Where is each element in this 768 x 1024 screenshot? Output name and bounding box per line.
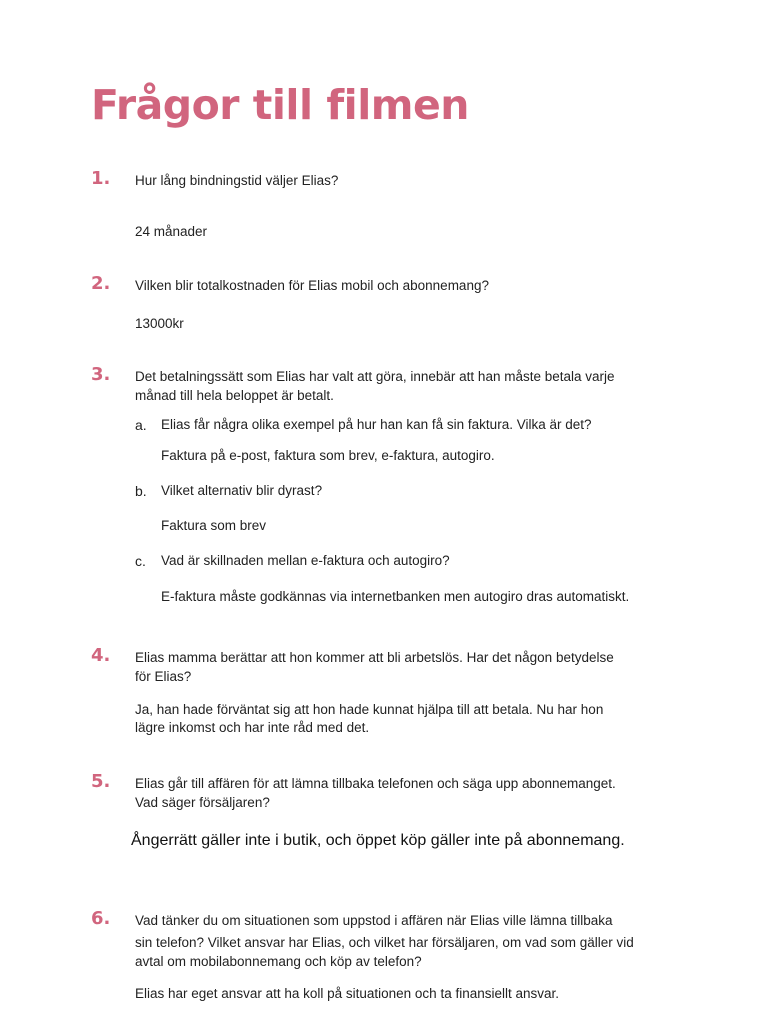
question-number-4: 4. [91,645,111,666]
answer-6-text: Elias har eget ansvar att ha koll på situationen och ta finansiellt ansvar. [135,986,560,1001]
question-2-text: Vilken blir totalkostnaden för Elias mobil och abonnemang? [135,278,489,293]
question-6-text-line-1: Vad tänker du om situationen som uppstod i affären när Elias ville lämna tillbaka [135,913,613,928]
question-6-text-line-3: avtal om mobilabonnemang och köp av telefon? [135,954,422,969]
answer-1-text: 24 månader [135,224,208,239]
subquestion-letter-b: b. [135,483,147,499]
question-5-text-line-1: Elias går till affären för att lämna tillbaka telefonen och säga upp abonnemanget. [135,776,616,791]
answer-5-text: Ångerrätt gäller inte i butik, och öppet köp gäller inte på abonnemang. [131,832,625,849]
subquestion-a-text: Elias får några olika exempel på hur han kan få sin faktura. Vilka är det? [161,417,592,432]
subquestion-b-text: Vilket alternativ blir dyrast? [161,483,323,498]
question-1-text: Hur lång bindningstid väljer Elias? [135,173,339,188]
question-number-5: 5. [91,771,111,792]
answer-4-text-line-1: Ja, han hade förväntat sig att hon hade kunnat hjälpa till att betala. Nu har hon [135,702,604,717]
subanswer-c-text: E-faktura måste godkännas via internetbanken men autogiro dras automatiskt. [161,589,630,604]
question-6-text-line-2: sin telefon? Vilket ansvar har Elias, och vilket har försäljaren, om vad som gäller vid [135,935,634,950]
subquestion-c-text: Vad är skillnaden mellan e-faktura och autogiro? [161,553,450,568]
question-4-text-line-1: Elias mamma berättar att hon kommer att bli arbetslös. Har det någon betydelse [135,650,614,665]
answer-4-text-line-2: lägre inkomst och har inte råd med det. [135,720,370,735]
subquestion-letter-c: c. [135,553,146,569]
question-number-3: 3. [91,364,111,385]
subquestion-letter-a: a. [135,417,147,433]
question-5-text-line-2: Vad säger försäljaren? [135,795,270,810]
question-3-text-line-1: Det betalningssätt som Elias har valt att göra, innebär att han måste betala varje [135,369,615,384]
question-number-1: 1. [91,168,111,189]
subanswer-a-text: Faktura på e-post, faktura som brev, e-faktura, autogiro. [161,448,495,463]
subanswer-b-text: Faktura som brev [161,518,267,533]
page-title: Frågor till filmen [91,81,469,129]
question-number-2: 2. [91,273,111,294]
answer-2-text: 13000kr [135,316,184,331]
question-3-text-line-2: månad till hela beloppet är betalt. [135,388,334,403]
question-4-text-line-2: för Elias? [135,669,192,684]
question-number-6: 6. [91,908,111,929]
